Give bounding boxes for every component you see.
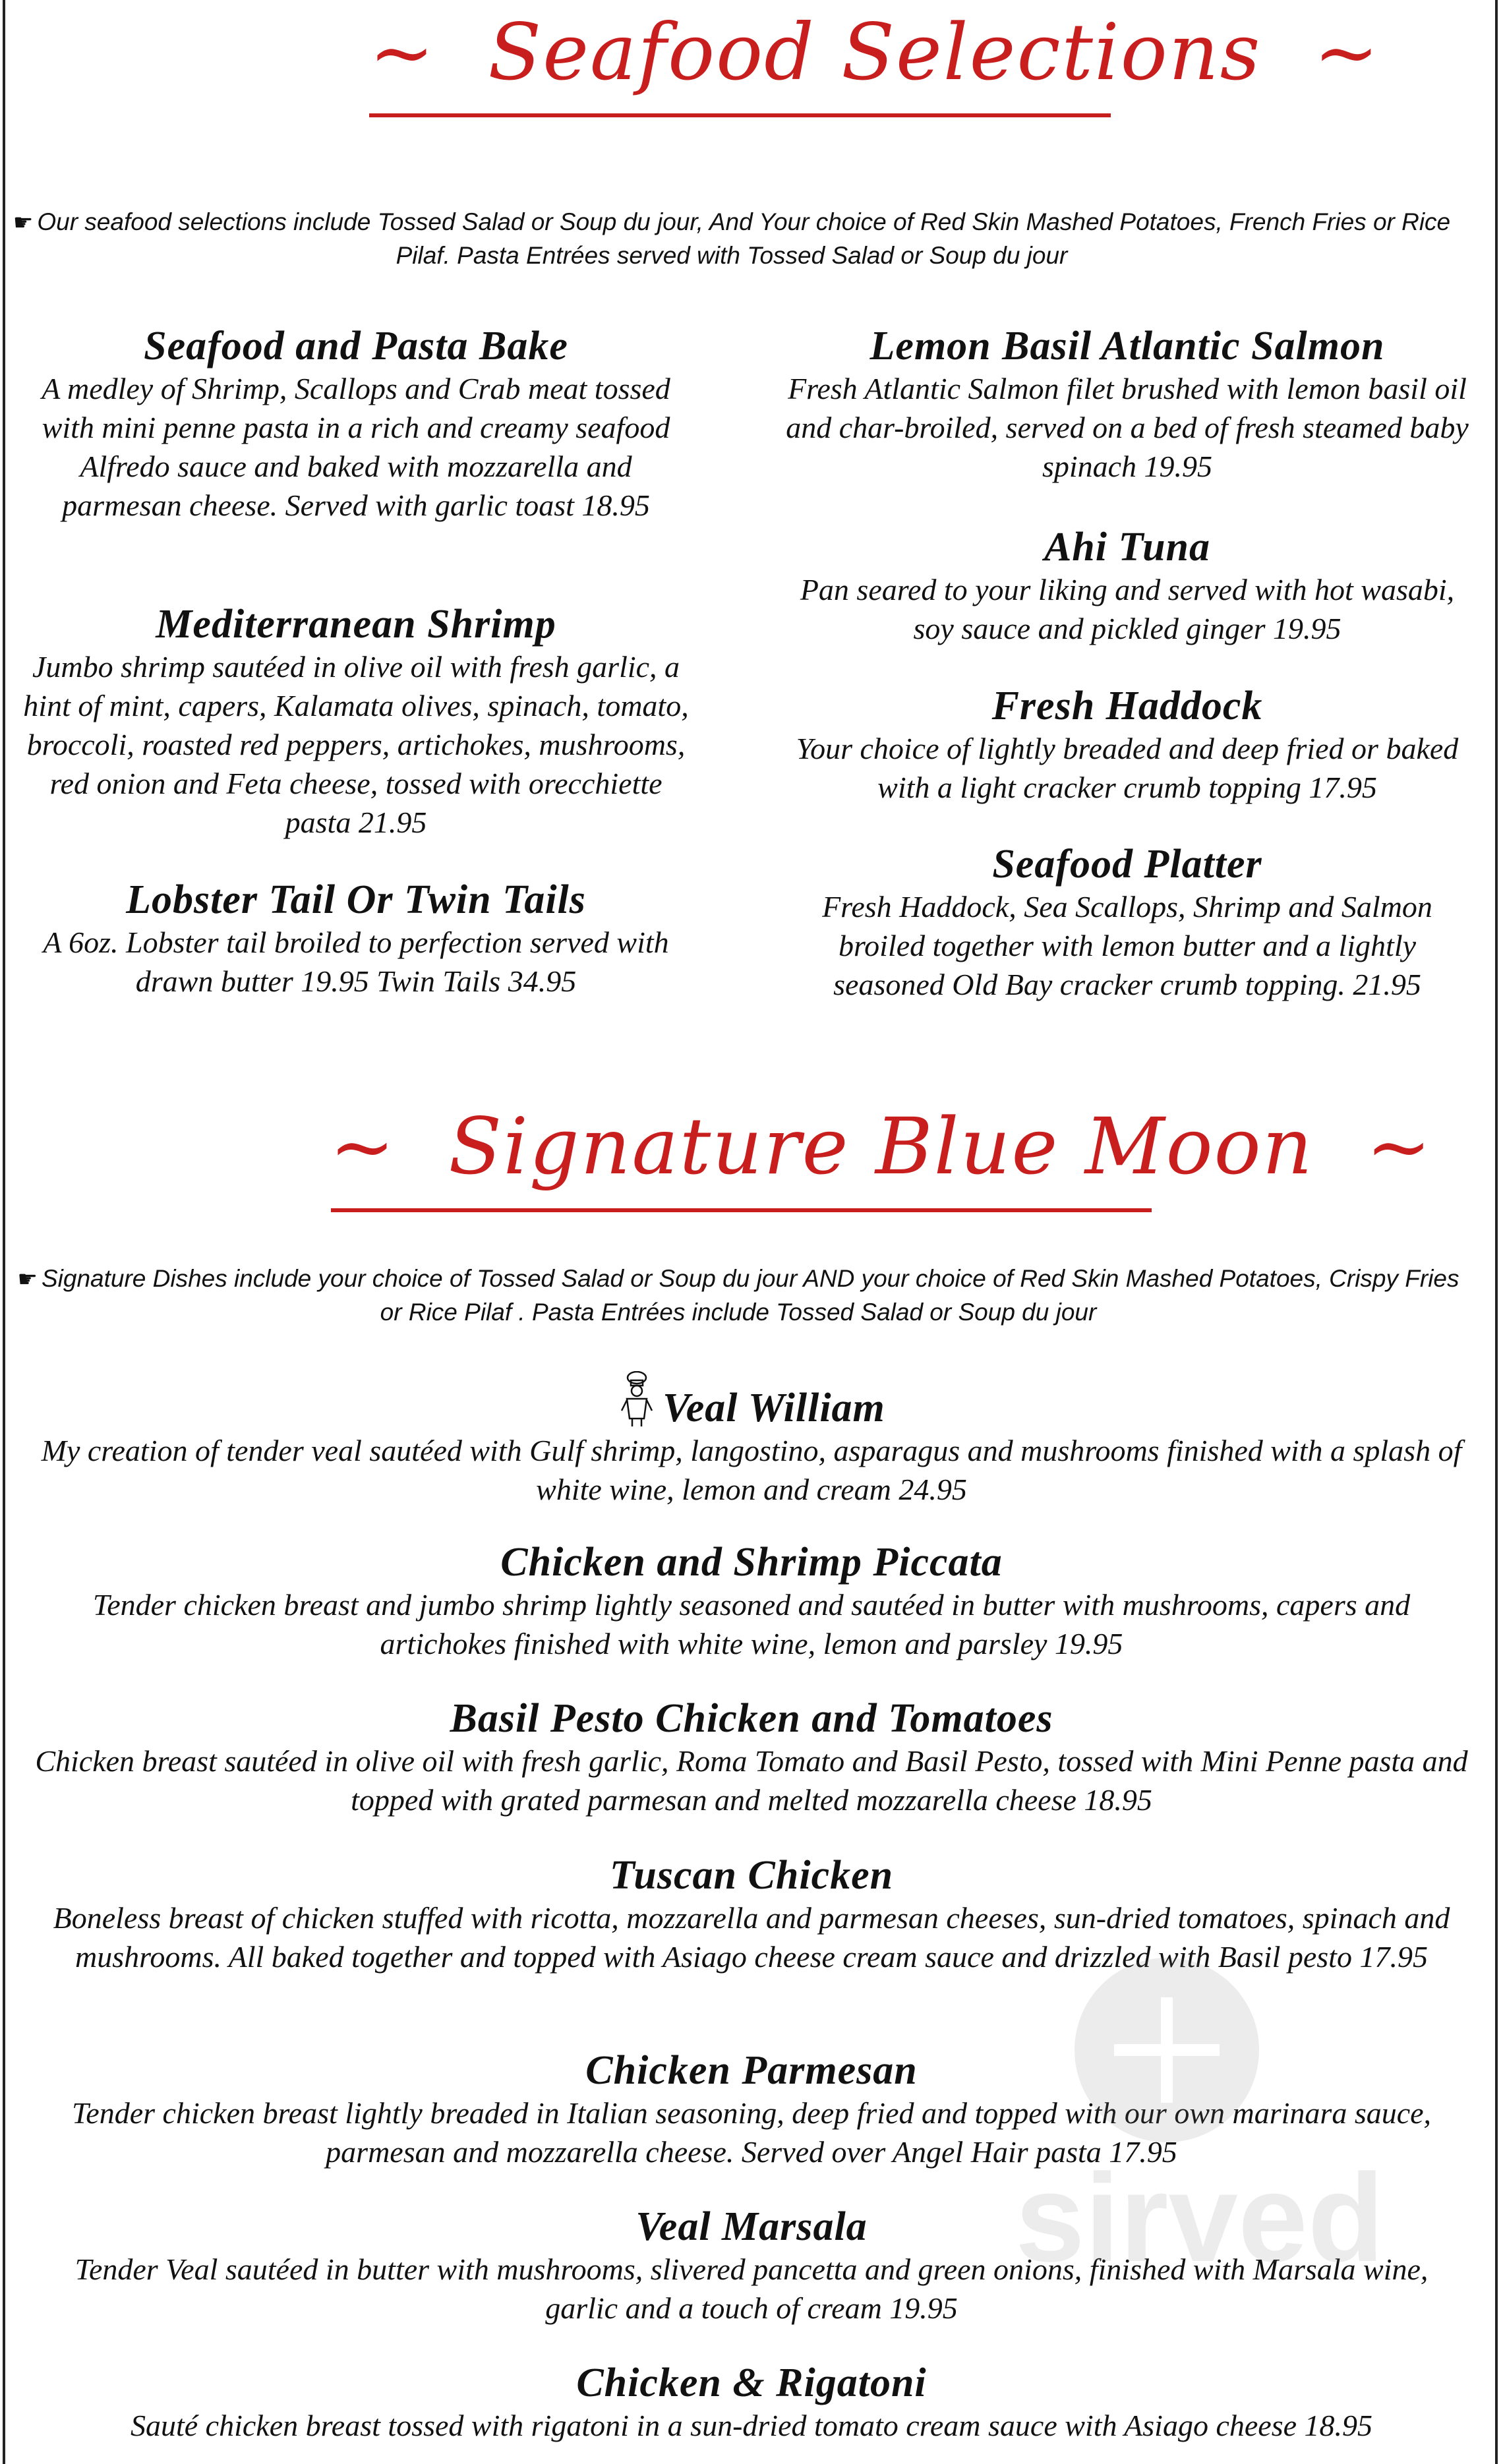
menu-item-name: Chicken Parmesan	[585, 2048, 918, 2093]
seafood-section-title: Seafood Selections	[488, 7, 1262, 98]
menu-item-name-row	[26, 1371, 1477, 1431]
chef-icon	[618, 1371, 656, 1428]
menu-item-basil-pesto-chicken	[26, 1695, 1477, 1819]
menu-item-name: Veal William	[663, 1386, 885, 1430]
menu-item-name: Lemon Basil Atlantic Salmon	[869, 324, 1385, 368]
heading-tilde-right: ~	[1366, 1101, 1433, 1192]
menu-item-name: Seafood Platter	[992, 842, 1262, 887]
menu-item-name: Ahi Tuna	[1044, 525, 1211, 570]
heading-tilde-left: ~	[330, 1101, 396, 1192]
seafood-intro-text: Our seafood selections include Tossed Salad or Soup du jour, And Your choice of Red Skin Mashed Potatoes, French Fries or Rice Pilaf. Pasta Entrées served with Tossed Salad or Soup du jour	[37, 208, 1451, 269]
signature-heading-underline	[331, 1208, 1152, 1212]
watermark-text: sirved	[1015, 2148, 1384, 2287]
menu-item-name: Mediterranean Shrimp	[156, 602, 556, 647]
menu-item-name: Veal Marsala	[635, 2204, 868, 2249]
menu-item-description: Fresh Haddock, Sea Scallops, Shrimp and Salmon broiled together with lemon butter and a lightly seasoned Old Bay cracker crumb topping. 21.95	[822, 890, 1432, 1001]
menu-item-name: Seafood and Pasta Bake	[144, 324, 568, 368]
menu-item-seafood-platter	[784, 841, 1470, 1004]
menu-item-name: Tuscan Chicken	[609, 1853, 894, 1898]
menu-item-name: Chicken & Rigatoni	[576, 2361, 927, 2405]
signature-section-title: Signature Blue Moon	[448, 1101, 1314, 1192]
signature-section-heading	[330, 1101, 1433, 1192]
menu-item-description: Fresh Atlantic Salmon filet brushed with lemon basil oil and char-broiled, served on a bed of fresh steamed baby spinach 19.95	[786, 372, 1469, 483]
menu-item-description: Tender chicken breast lightly breaded in Italian seasoning, deep fried and topped with our own marinara sauce, parmesan and mozzarella cheese. Served over Angel Hair pasta 17.95	[71, 2096, 1432, 2169]
signature-intro-text: Signature Dishes include your choice of Tossed Salad or Soup du jour AND your choice of Red Skin Mashed Potatoes, Crispy Fries or Rice Pilaf . Pasta Entrées include Tossed Salad or Soup du jour	[41, 1265, 1459, 1326]
menu-item-chicken-rigatoni	[40, 2360, 1463, 2445]
menu-item-chicken-shrimp-piccata	[26, 1539, 1477, 1663]
menu-item-description: Tender Veal sautéed in butter with mushrooms, slivered pancetta and green onions, finished with Marsala wine, garlic and a touch of cream 19.95	[74, 2252, 1429, 2325]
menu-item-name: Chicken and Shrimp Piccata	[500, 1540, 1003, 1585]
menu-item-description: Sauté chicken breast tossed with rigatoni in a sun-dried tomato cream sauce with Asiago cheese 18.95	[130, 2409, 1373, 2442]
menu-item-description: Your choice of lightly breaded and deep fried or baked with a light cracker crumb topping 17.95	[796, 732, 1459, 804]
pointing-hand-icon: ☛	[13, 210, 34, 235]
sirved-watermark-icon	[1002, 1945, 1450, 2287]
menu-item-description: A 6oz. Lobster tail broiled to perfection served with drawn butter 19.95 Twin Tails 34.95	[43, 925, 669, 998]
heading-tilde-right: ~	[1313, 7, 1380, 98]
seafood-section-heading	[369, 7, 1380, 98]
pointing-hand-icon: ☛	[17, 1267, 38, 1292]
menu-item-name: Lobster Tail Or Twin Tails	[126, 877, 586, 922]
signature-intro	[7, 1262, 1470, 1329]
menu-item-name: Fresh Haddock	[991, 684, 1263, 728]
menu-item-ahi-tuna	[784, 524, 1470, 648]
seafood-heading-underline	[369, 113, 1111, 117]
heading-tilde-left: ~	[369, 7, 436, 98]
menu-item-description: My creation of tender veal sautéed with Gulf shrimp, langostino, asparagus and mushrooms finished with a splash of white wine, lemon and cream 24.95	[41, 1434, 1462, 1506]
menu-item-fresh-haddock	[784, 683, 1470, 807]
menu-item-description: Jumbo shrimp sautéed in olive oil with fresh garlic, a hint of mint, capers, Kalamata olives, spinach, tomato, broccoli, roasted red peppers, artichokes, mushrooms, red onion and Feta cheese, tossed with orecchiette pasta 21.95	[23, 650, 689, 839]
seafood-intro	[7, 206, 1457, 272]
menu-item-description: Pan seared to your liking and served with hot wasabi, soy sauce and pickled ginger 19.95	[800, 573, 1455, 645]
menu-item-description: Chicken breast sautéed in olive oil with fresh garlic, Roma Tomato and Basil Pesto, tossed with Mini Penne pasta and topped with grated parmesan and melted mozzarella cheese 18.95	[35, 1744, 1468, 1817]
menu-item-lemon-basil-salmon	[784, 323, 1470, 486]
menu-item-seafood-pasta-bake	[20, 323, 692, 525]
menu-item-veal-william	[26, 1371, 1477, 1509]
menu-item-description: Boneless breast of chicken stuffed with ricotta, mozzarella and parmesan cheeses, sun-dried tomatoes, spinach and mushrooms. All baked together and topped with Asiago cheese cream sauce and drizzled with Basil pesto 17.95	[53, 1901, 1450, 1974]
menu-item-name: Basil Pesto Chicken and Tomatoes	[450, 1696, 1053, 1741]
menu-item-description: A medley of Shrimp, Scallops and Crab meat tossed with mini penne pasta in a rich and creamy seafood Alfredo sauce and baked with mozzarella and parmesan cheese. Served with garlic toast 18.95	[42, 372, 670, 522]
menu-item-description: Tender chicken breast and jumbo shrimp lightly seasoned and sautéed in butter with mushrooms, capers and artichokes finished with white wine, lemon and parsley 19.95	[92, 1588, 1411, 1660]
menu-item-mediterranean-shrimp	[16, 601, 695, 842]
menu-item-lobster-tail	[16, 877, 695, 1001]
